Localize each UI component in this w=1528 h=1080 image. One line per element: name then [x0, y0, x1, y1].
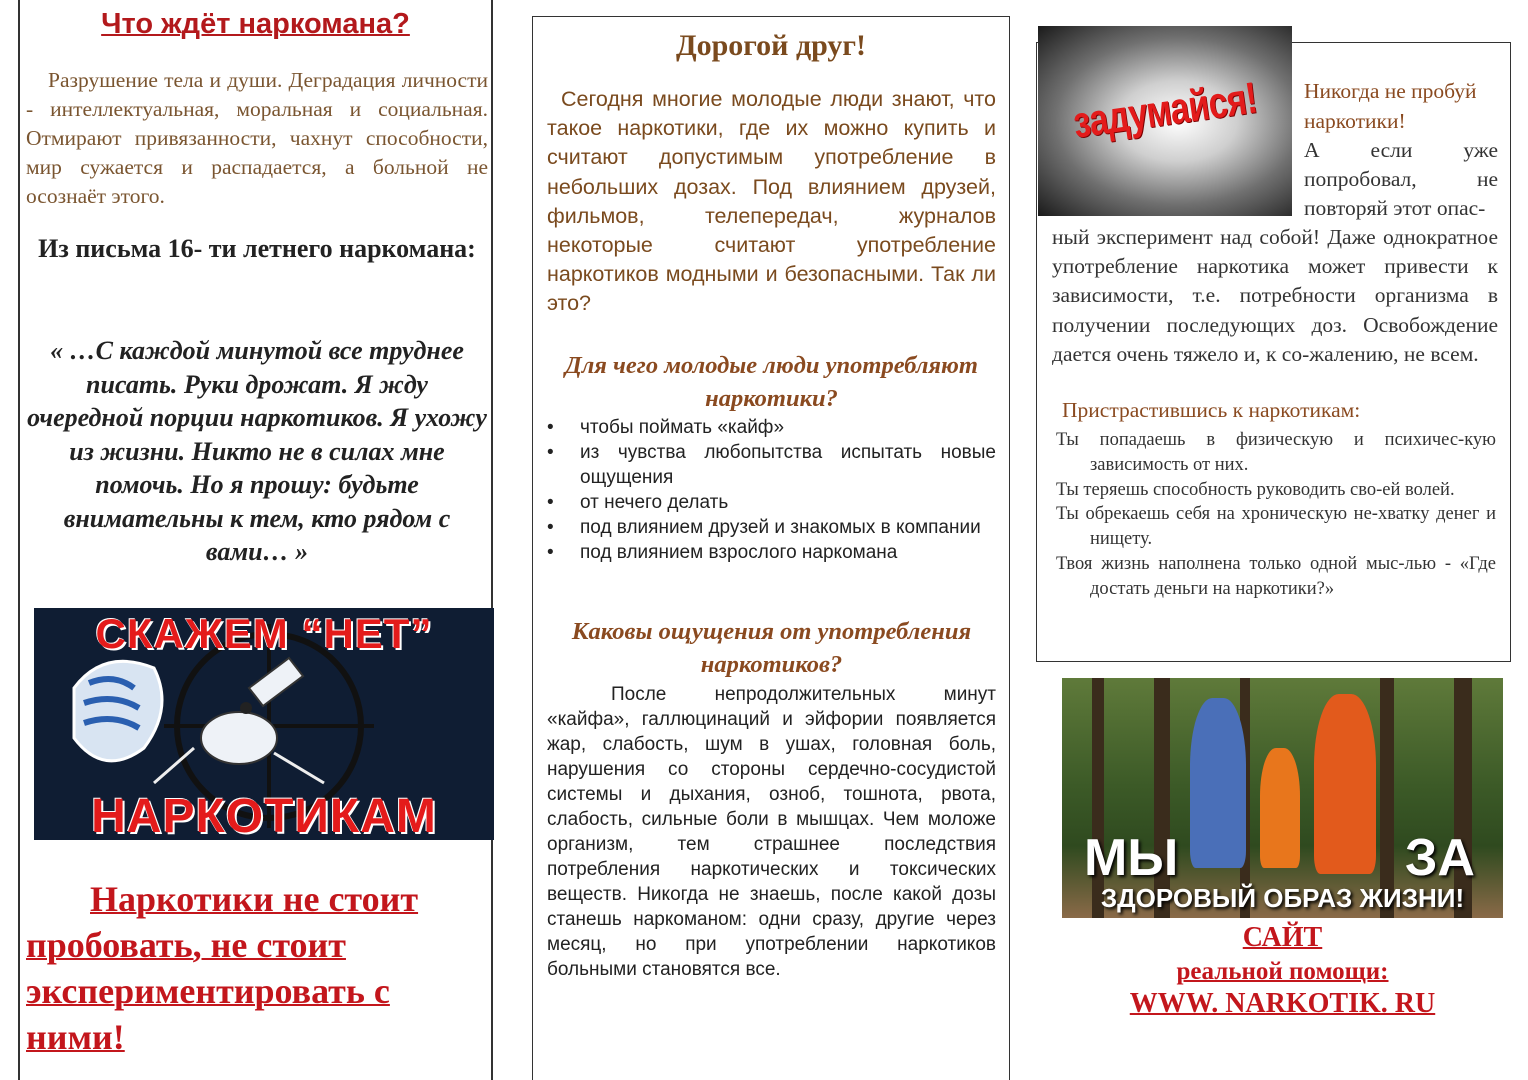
healthy-lifestyle-photo [1062, 678, 1503, 918]
list-item: Ты попадаешь в физическую и психичес-кую зависимость от них. [1056, 430, 1496, 475]
sensations-text: После непродолжительных минут «кайфа», галлюцинаций и эйфории появляется жар, слабость, шум в ушах, головная боль, нарушения со стороны сердечно-сосудистой системы и дыхания, озноб, тошнота, рвота, слабость, сильные боли в мышцах. Чем моложе организм, тем страшнее последствия потребления наркотических и токсических веществ. Никогда не знаешь, после какой дозы станешь наркоманом: одни сразу, другие через месяц, но при употреблении наркотиков больными становятся все. [547, 684, 996, 980]
say-no-poster [34, 608, 494, 840]
poster-bottom-text: НАРКОТИКАМ [91, 790, 437, 840]
dear-friend-title: Дорогой друг! [675, 29, 867, 62]
list-item: • под влиянием друзей и знакомых в компании [547, 517, 981, 538]
photo-text-healthy: ЗДОРОВЫЙ ОБРАЗ ЖИЗНИ! [1100, 883, 1465, 913]
letter-quote: « …С каждой минутой все труднее писать. Руки дрожат. Я жду очередной порции наркотиков. Я ухожу из жизни. Никто не в силах мне помочь. Но я прошу: будьте внимательны к тем, кто рядом с вами… » [27, 336, 487, 566]
list-item: • чтобы поймать «кайф» [547, 417, 785, 438]
website-link[interactable]: WWW. NARKOTIK. RU [1129, 988, 1436, 1019]
list-item: • от нечего делать [547, 492, 729, 513]
bullet-icon: • [547, 417, 554, 438]
addicted-heading: Пристрастившись к наркотикам: [1062, 398, 1361, 422]
consequences-list [1056, 428, 1496, 602]
bullet-icon: • [547, 517, 554, 538]
list-item: Твоя жизнь наполнена только одной мыс-лью - «Где достать деньги на наркотики?» [1056, 553, 1496, 599]
addict-future-text: Разрушение тела и души. Деградация личности - интеллектуальная, моральная и социальная. Отмирают привязанности, чахнут способности, мир сужается и распадается, а больной не осознаёт этого. [26, 68, 488, 208]
left-panel [18, 0, 493, 1080]
photo-text-we: МЫ [1084, 829, 1179, 887]
real-help-label: реальной помощи: [1176, 958, 1389, 985]
if-tried-text: А если уже попробовал, не повторяй этот опас- [1304, 138, 1498, 221]
reasons-list [547, 415, 996, 565]
poster-top-text: СКАЖЕМ “НЕТ” [95, 610, 433, 657]
dear-friend-text: Сегодня многие молодые люди знают, что такое наркотики, где их можно купить и считают допустимым употребление в небольших дозах. Под влиянием друзей, фильмов, телепередач, журналов некоторые считают употребление наркотиков модными и безопасными. Так ли это? [547, 87, 996, 316]
addict-future-title: Что ждёт наркомана? [101, 8, 410, 40]
bullet-icon: • [547, 442, 554, 463]
photo-text-for: ЗА [1404, 829, 1475, 887]
middle-panel [532, 16, 1010, 1080]
list-item: Ты теряешь способность руководить сво-ей волей. [1056, 479, 1455, 500]
experiment-text: ный эксперимент над собой! Даже однократное употребление наркотика может привести к зависимости, т.е. потребности организма в получении последующих доз. Освобождение дается очень тяжело и, к со-жалению, не всем. [1052, 225, 1498, 366]
letter-heading: Из письма 16- ти летнего наркомана: [38, 234, 476, 263]
sensations-heading: Каковы ощущения от употребления наркотиков? [571, 618, 972, 678]
dont-try-text: Наркотики не стоит пробовать, не стоит экспериментировать с ними! [26, 879, 419, 1057]
bullet-icon: • [547, 542, 554, 563]
never-try-text: Никогда не пробуй наркотики! [1304, 79, 1477, 133]
site-label: САЙТ [1242, 922, 1323, 953]
think-badge-text: задумайся! [1070, 73, 1260, 148]
dont-try-slogan [26, 876, 488, 1060]
bullet-icon: • [547, 492, 554, 513]
list-item: • из чувства любопытства испытать новые ощущения [547, 442, 996, 488]
why-use-heading: Для чего молодые люди употребляют наркотики? [564, 352, 978, 412]
list-item: • под влиянием взрослого наркомана [547, 542, 898, 563]
think-badge [1038, 26, 1292, 216]
list-item: Ты обрекаешь себя на хроническую не-хватку денег и нищету. [1056, 504, 1496, 550]
